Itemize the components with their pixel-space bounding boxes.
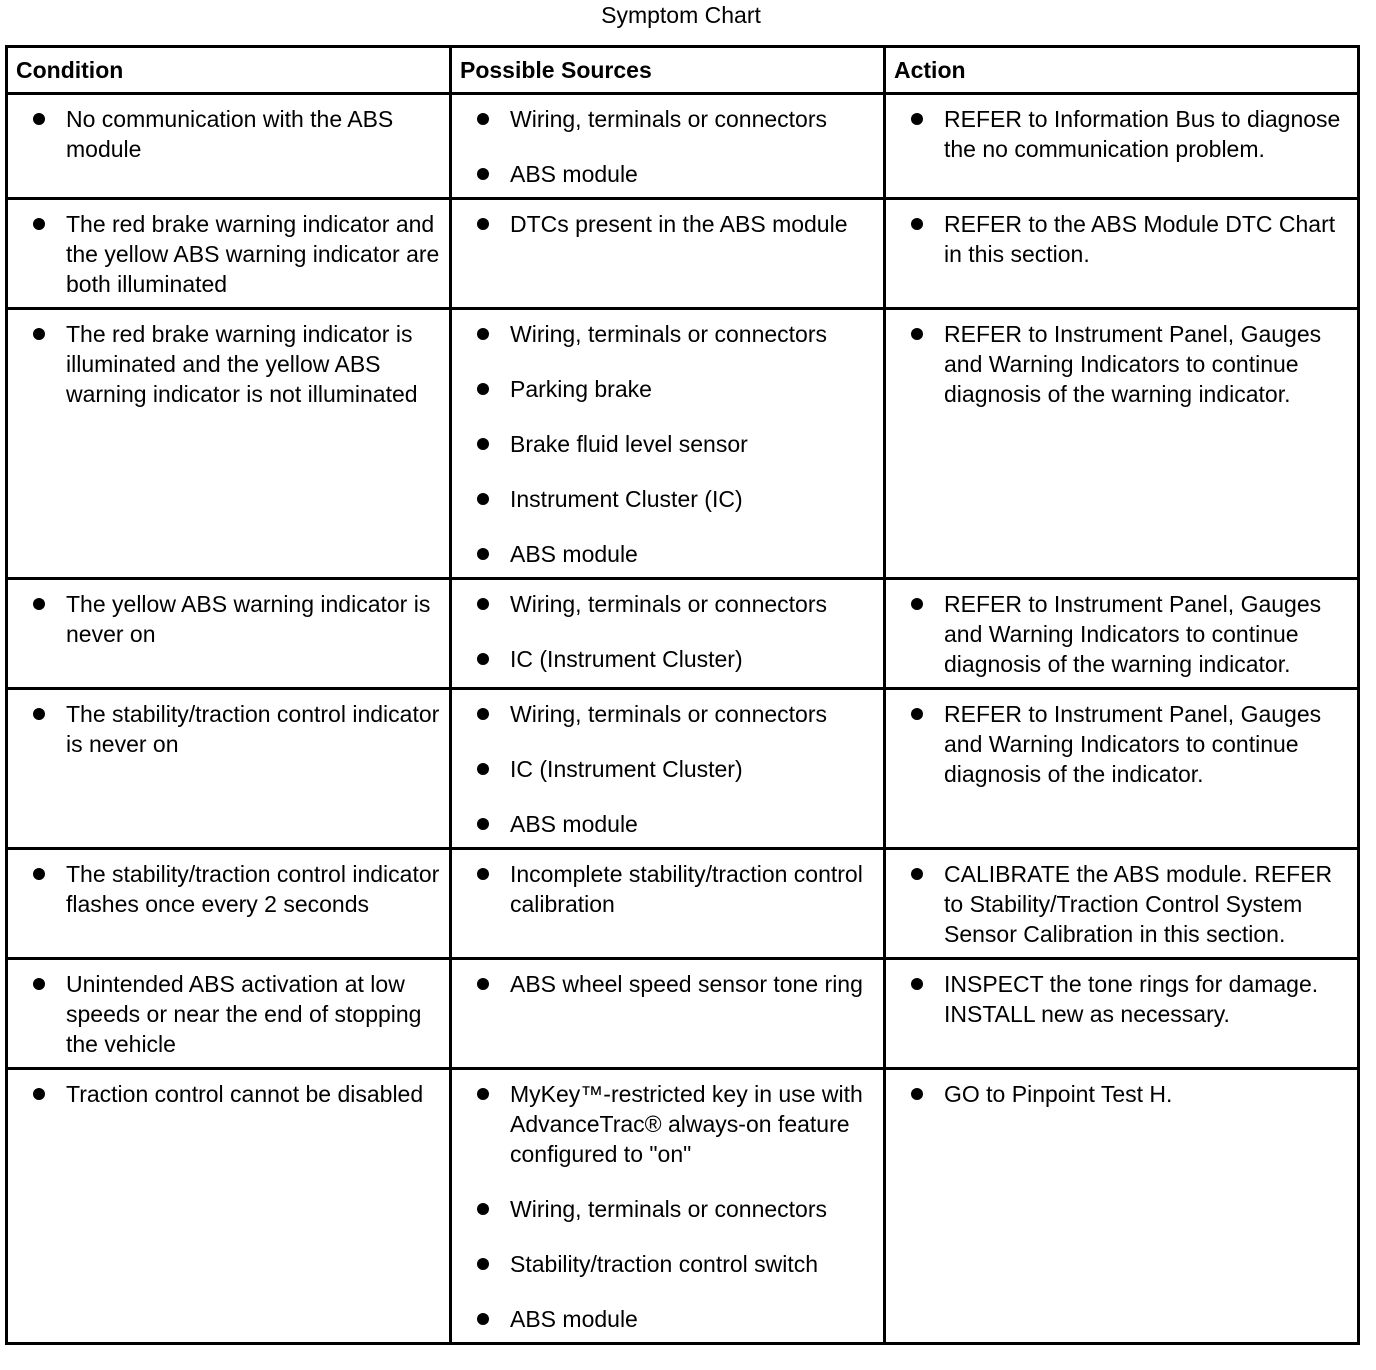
source-cell: [451, 199, 885, 309]
condition-list: [8, 1070, 449, 1117]
condition-text: The stability/traction control indicator flashes once every 2 seconds: [66, 861, 440, 917]
bullet-icon: [911, 978, 923, 990]
table-row: [7, 959, 1359, 1069]
action-list: [886, 1070, 1357, 1117]
chart-title: Symptom Chart: [601, 2, 761, 28]
source-text: Parking brake: [510, 376, 652, 402]
bullet-icon: [911, 598, 923, 610]
source-item: [452, 209, 877, 239]
source-item: [452, 809, 877, 839]
table-row: [7, 94, 1359, 199]
source-text: DTCs present in the ABS module: [510, 211, 848, 237]
source-cell: [451, 94, 885, 199]
bullet-icon: [33, 1088, 45, 1100]
source-item: [452, 159, 877, 189]
bullet-icon: [33, 868, 45, 880]
condition-list: [8, 200, 449, 307]
source-item: [452, 1194, 877, 1224]
action-text: REFER to Instrument Panel, Gauges and Warning Indicators to continue diagnosis of the indicator.: [944, 701, 1322, 787]
condition-item: [8, 1079, 443, 1109]
source-text: ABS module: [510, 811, 638, 837]
source-text: Wiring, terminals or connectors: [510, 106, 827, 132]
table-row: [7, 849, 1359, 959]
action-cell: [885, 689, 1359, 849]
source-cell: [451, 579, 885, 689]
action-cell: [885, 309, 1359, 579]
condition-item: [8, 699, 443, 759]
bullet-icon: [477, 818, 489, 830]
table-row: [7, 309, 1359, 579]
condition-list: [8, 690, 449, 767]
condition-item: [8, 969, 443, 1059]
source-list: [452, 1070, 883, 1342]
bullet-icon: [911, 708, 923, 720]
action-item: [886, 104, 1351, 164]
bullet-icon: [911, 218, 923, 230]
source-text: ABS module: [510, 541, 638, 567]
source-cell: [451, 849, 885, 959]
action-list: [886, 690, 1357, 797]
source-text: Instrument Cluster (IC): [510, 486, 743, 512]
source-item: [452, 699, 877, 729]
condition-item: [8, 209, 443, 299]
bullet-icon: [477, 868, 489, 880]
source-text: IC (Instrument Cluster): [510, 646, 743, 672]
bullet-icon: [477, 328, 489, 340]
action-cell: [885, 199, 1359, 309]
condition-list: [8, 310, 449, 417]
source-item: [452, 1304, 877, 1334]
table-row: [7, 579, 1359, 689]
source-text: MyKey™-restricted key in use with AdvanceTrac® always-on feature configured to "on": [510, 1081, 863, 1167]
column-header-possible-sources: Possible Sources: [451, 47, 885, 94]
action-text: CALIBRATE the ABS module. REFER to Stability/Traction Control System Sensor Calibration in this section.: [944, 861, 1333, 947]
condition-list: [8, 960, 449, 1067]
action-list: [886, 850, 1357, 957]
bullet-icon: [911, 328, 923, 340]
bullet-icon: [911, 1088, 923, 1100]
bullet-icon: [911, 868, 923, 880]
source-list: [452, 850, 883, 927]
bullet-icon: [33, 598, 45, 610]
condition-list: [8, 580, 449, 657]
action-list: [886, 200, 1357, 277]
bullet-icon: [477, 763, 489, 775]
bullet-icon: [477, 1313, 489, 1325]
bullet-icon: [477, 113, 489, 125]
table-row: [7, 689, 1359, 849]
action-list: [886, 310, 1357, 417]
source-text: Wiring, terminals or connectors: [510, 591, 827, 617]
condition-cell: [7, 689, 451, 849]
source-item: [452, 319, 877, 349]
bullet-icon: [33, 218, 45, 230]
source-text: IC (Instrument Cluster): [510, 756, 743, 782]
bullet-icon: [477, 1088, 489, 1100]
condition-cell: [7, 94, 451, 199]
source-text: ABS module: [510, 1306, 638, 1332]
condition-cell: [7, 959, 451, 1069]
bullet-icon: [477, 653, 489, 665]
bullet-icon: [33, 113, 45, 125]
source-cell: [451, 959, 885, 1069]
source-item: [452, 104, 877, 134]
action-text: REFER to the ABS Module DTC Chart in this section.: [944, 211, 1336, 267]
source-item: [452, 969, 877, 999]
condition-item: [8, 589, 443, 649]
condition-text: The yellow ABS warning indicator is never on: [66, 591, 431, 647]
source-text: ABS module: [510, 161, 638, 187]
condition-text: The red brake warning indicator and the yellow ABS warning indicator are both illuminated: [66, 211, 440, 297]
bullet-icon: [477, 978, 489, 990]
action-item: [886, 209, 1351, 269]
condition-cell: [7, 199, 451, 309]
source-item: [452, 374, 877, 404]
source-item: [452, 859, 877, 919]
source-text: Wiring, terminals or connectors: [510, 701, 827, 727]
source-text: Wiring, terminals or connectors: [510, 1196, 827, 1222]
bullet-icon: [33, 708, 45, 720]
source-item: [452, 644, 877, 674]
action-item: [886, 1079, 1351, 1109]
source-cell: [451, 309, 885, 579]
action-item: [886, 969, 1351, 1029]
bullet-icon: [33, 978, 45, 990]
condition-list: [8, 850, 449, 927]
action-text: REFER to Instrument Panel, Gauges and Warning Indicators to continue diagnosis of the warning indicator.: [944, 591, 1322, 677]
column-header-condition: Condition: [7, 47, 451, 94]
condition-text: The red brake warning indicator is illuminated and the yellow ABS warning indicator is not illuminated: [66, 321, 418, 407]
bullet-icon: [477, 1203, 489, 1215]
action-item: [886, 859, 1351, 949]
condition-cell: [7, 849, 451, 959]
source-item: [452, 484, 877, 514]
source-text: Brake fluid level sensor: [510, 431, 748, 457]
source-text: Stability/traction control switch: [510, 1251, 819, 1277]
source-item: [452, 1249, 877, 1279]
condition-cell: [7, 309, 451, 579]
condition-text: Unintended ABS activation at low speeds or near the end of stopping the vehicle: [66, 971, 422, 1057]
source-item: [452, 589, 877, 619]
source-cell: [451, 1069, 885, 1344]
source-cell: [451, 689, 885, 849]
bullet-icon: [477, 383, 489, 395]
source-text: Wiring, terminals or connectors: [510, 321, 827, 347]
bullet-icon: [477, 218, 489, 230]
header-row: [7, 47, 1359, 94]
bullet-icon: [33, 328, 45, 340]
source-list: [452, 580, 883, 682]
source-list: [452, 310, 883, 577]
bullet-icon: [477, 548, 489, 560]
action-cell: [885, 849, 1359, 959]
condition-text: The stability/traction control indicator is never on: [66, 701, 440, 757]
action-list: [886, 960, 1357, 1037]
action-text: GO to Pinpoint Test H.: [944, 1081, 1173, 1107]
bullet-icon: [477, 598, 489, 610]
table-body: [7, 94, 1359, 1344]
source-item: [452, 539, 877, 569]
bullet-icon: [477, 708, 489, 720]
condition-item: [8, 859, 443, 919]
action-text: REFER to Information Bus to diagnose the no communication problem.: [944, 106, 1341, 162]
source-item: [452, 754, 877, 784]
source-list: [452, 200, 883, 247]
action-text: INSPECT the tone rings for damage. INSTALL new as necessary.: [944, 971, 1319, 1027]
action-item: [886, 699, 1351, 789]
table-row: [7, 199, 1359, 309]
bullet-icon: [477, 438, 489, 450]
source-list: [452, 960, 883, 1007]
bullet-icon: [911, 113, 923, 125]
action-cell: [885, 94, 1359, 199]
action-list: [886, 580, 1357, 687]
condition-list: [8, 95, 449, 172]
condition-cell: [7, 1069, 451, 1344]
action-cell: [885, 579, 1359, 689]
action-item: [886, 319, 1351, 409]
source-list: [452, 690, 883, 847]
source-list: [452, 95, 883, 197]
condition-cell: [7, 579, 451, 689]
condition-text: Traction control cannot be disabled: [66, 1081, 424, 1107]
condition-text: No communication with the ABS module: [66, 106, 394, 162]
source-text: ABS wheel speed sensor tone ring: [510, 971, 863, 997]
bullet-icon: [477, 1258, 489, 1270]
bullet-icon: [477, 493, 489, 505]
symptom-table: [5, 45, 1360, 1345]
condition-item: [8, 104, 443, 164]
action-cell: [885, 959, 1359, 1069]
column-header-action: Action: [885, 47, 1359, 94]
action-item: [886, 589, 1351, 679]
action-cell: [885, 1069, 1359, 1344]
condition-item: [8, 319, 443, 409]
source-item: [452, 429, 877, 459]
source-item: [452, 1079, 877, 1169]
action-list: [886, 95, 1357, 172]
bullet-icon: [477, 168, 489, 180]
source-text: Incomplete stability/traction control calibration: [510, 861, 863, 917]
table-row: [7, 1069, 1359, 1344]
action-text: REFER to Instrument Panel, Gauges and Warning Indicators to continue diagnosis of the warning indicator.: [944, 321, 1322, 407]
